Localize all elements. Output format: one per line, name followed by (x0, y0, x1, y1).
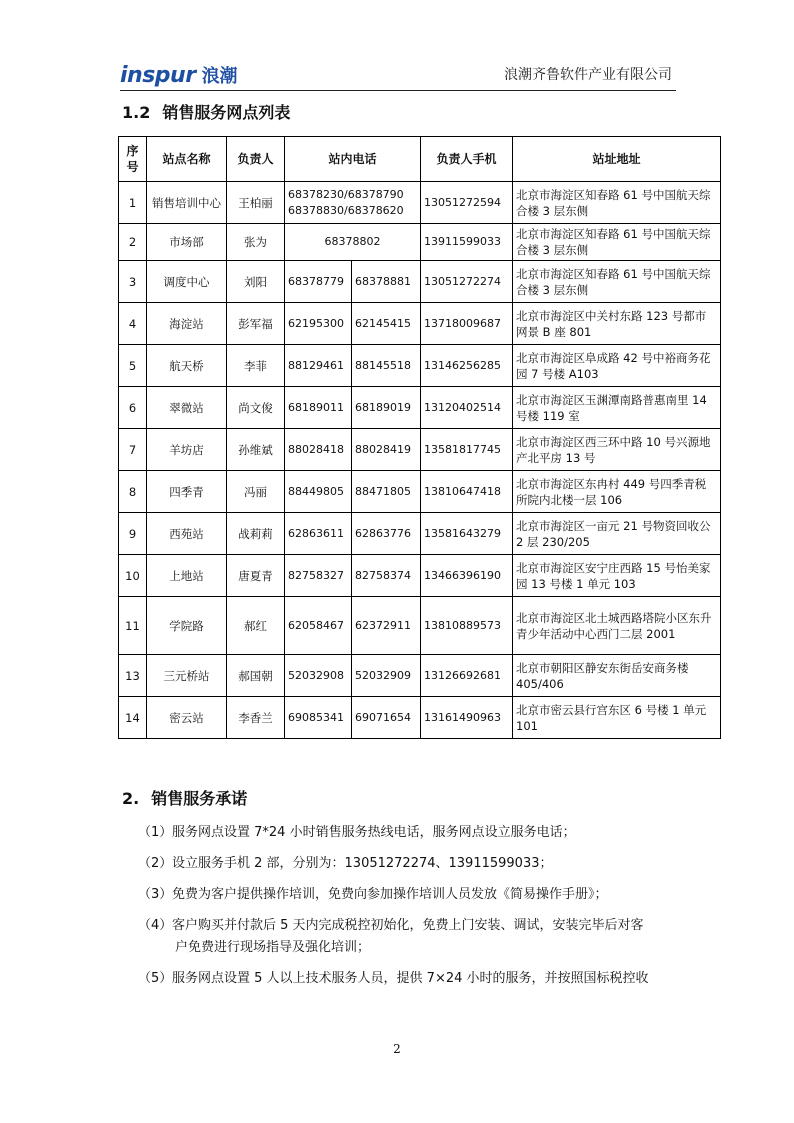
cell-phone-1: 52032908 (285, 655, 352, 697)
cell-name: 四季青 (147, 471, 227, 513)
cell-no: 1 (119, 182, 147, 224)
cell-name: 上地站 (147, 555, 227, 597)
cell-name: 市场部 (147, 224, 227, 261)
section-title: 销售服务网点列表 (162, 103, 291, 122)
cell-phone-2: 68189019 (352, 387, 421, 429)
cell-no: 9 (119, 513, 147, 555)
cell-phone-1: 88028418 (285, 429, 352, 471)
cell-name: 学院路 (147, 597, 227, 655)
cell-no: 2 (119, 224, 147, 261)
promise-text-continued: 户免费进行现场指导及强化培训； (175, 940, 371, 955)
cell-phone-2: 62372911 (352, 597, 421, 655)
cell-phone-line: 68378230/68378790 (288, 187, 404, 201)
cell-mobile: 13581817745 (421, 429, 513, 471)
promise-text: 免费为客户提供操作培训，免费向参加操作培训人员发放《简易操作手册》； (172, 887, 608, 902)
inspur-logo (120, 60, 238, 90)
cell-phone-1: 69085341 (285, 697, 352, 739)
promise-item (138, 968, 698, 990)
cell-address: 北京市海淀区北土城西路塔院小区东升青少年活动中心西门二层 2001 (513, 597, 721, 655)
cell-no: 4 (119, 303, 147, 345)
logo-text-cn: 浪潮 (201, 66, 238, 87)
cell-mobile: 13718009687 (421, 303, 513, 345)
cell-person: 郝国朝 (227, 655, 285, 697)
cell-person: 冯丽 (227, 471, 285, 513)
cell-phone-1: 68189011 (285, 387, 352, 429)
cell-name: 翠微站 (147, 387, 227, 429)
section-title: 销售服务承诺 (151, 789, 248, 808)
cell-no: 14 (119, 697, 147, 739)
cell-no: 10 (119, 555, 147, 597)
cell-no: 8 (119, 471, 147, 513)
cell-mobile: 13051272594 (421, 182, 513, 224)
header-person: 负责人 (227, 137, 285, 182)
cell-person: 郝红 (227, 597, 285, 655)
section-heading-service-points (122, 100, 290, 123)
table-row (119, 387, 721, 429)
promise-item (138, 853, 698, 875)
cell-name: 航天桥 (147, 345, 227, 387)
promise-text: 服务网点设置 7*24 小时销售服务热线电话，服务网点设立服务电话； (172, 825, 576, 840)
table-row (119, 513, 721, 555)
cell-person: 孙维斌 (227, 429, 285, 471)
cell-phone-1: 62195300 (285, 303, 352, 345)
table-row (119, 429, 721, 471)
table-row (119, 555, 721, 597)
promise-item (138, 884, 698, 906)
header-name: 站点名称 (147, 137, 227, 182)
table-row (119, 303, 721, 345)
cell-address: 北京市海淀区安宁庄西路 15 号怡美家园 13 号楼 1 单元 103 (513, 555, 721, 597)
cell-mobile: 13146256285 (421, 345, 513, 387)
promise-number: （5） (138, 971, 173, 986)
cell-person: 彭军福 (227, 303, 285, 345)
section-number: 1.2 (122, 103, 151, 122)
cell-no: 13 (119, 655, 147, 697)
page-header (120, 58, 676, 91)
cell-phone-1: 62058467 (285, 597, 352, 655)
promise-number: （4） (138, 918, 173, 933)
promise-item (138, 822, 698, 844)
cell-phone-2: 68378881 (352, 261, 421, 303)
cell-name: 调度中心 (147, 261, 227, 303)
cell-person: 张为 (227, 224, 285, 261)
cell-mobile: 13581643279 (421, 513, 513, 555)
cell-address: 北京市海淀区西三环中路 10 号兴源地产北平房 13 号 (513, 429, 721, 471)
cell-phone-2: 82758374 (352, 555, 421, 597)
cell-name: 海淀站 (147, 303, 227, 345)
cell-phone-2: 62145415 (352, 303, 421, 345)
cell-address: 北京市海淀区知春路 61 号中国航天综合楼 3 层东侧 (513, 261, 721, 303)
cell-phone-2: 88145518 (352, 345, 421, 387)
cell-no: 6 (119, 387, 147, 429)
cell-address: 北京市朝阳区静安东街岳安商务楼 405/406 (513, 655, 721, 697)
promise-number: （2） (138, 856, 173, 871)
cell-phone-1: 88449805 (285, 471, 352, 513)
logo-text-en: inspur (120, 62, 196, 88)
promise-text: 设立服务手机 2 部，分别为：13051272274、13911599033； (172, 856, 553, 871)
cell-phone-2: 52032909 (352, 655, 421, 697)
cell-mobile: 13161490963 (421, 697, 513, 739)
cell-person: 李香兰 (227, 697, 285, 739)
cell-mobile: 13911599033 (421, 224, 513, 261)
promise-text: 客户购买并付款后 5 天内完成税控初始化，免费上门安装、调试，安装完毕后对客 (172, 918, 644, 933)
cell-person: 刘阳 (227, 261, 285, 303)
cell-name: 西苑站 (147, 513, 227, 555)
cell-name: 羊坊店 (147, 429, 227, 471)
company-name: 浪潮齐鲁软件产业有限公司 (504, 67, 672, 83)
section-number: 2. (122, 789, 140, 808)
cell-person: 王柏丽 (227, 182, 285, 224)
cell-address: 北京市海淀区一亩元 21 号物资回收公 2 层 230/205 (513, 513, 721, 555)
cell-name: 销售培训中心 (147, 182, 227, 224)
cell-phone-1: 62863611 (285, 513, 352, 555)
table-row (119, 224, 721, 261)
cell-phone (285, 182, 421, 224)
cell-mobile: 13810889573 (421, 597, 513, 655)
cell-mobile: 13126692681 (421, 655, 513, 697)
cell-name: 密云站 (147, 697, 227, 739)
cell-no: 7 (119, 429, 147, 471)
table-row (119, 261, 721, 303)
table-row (119, 182, 721, 224)
cell-phone-1: 68378779 (285, 261, 352, 303)
promise-number: （1） (138, 825, 173, 840)
cell-mobile: 13120402514 (421, 387, 513, 429)
promise-number: （3） (138, 887, 173, 902)
table-row (119, 471, 721, 513)
cell-person: 尚文俊 (227, 387, 285, 429)
cell-mobile: 13466396190 (421, 555, 513, 597)
cell-no: 5 (119, 345, 147, 387)
cell-phone-2: 88471805 (352, 471, 421, 513)
cell-no: 11 (119, 597, 147, 655)
cell-phone-2: 88028419 (352, 429, 421, 471)
cell-mobile: 13051272274 (421, 261, 513, 303)
cell-mobile: 13810647418 (421, 471, 513, 513)
cell-phone-2: 62863776 (352, 513, 421, 555)
cell-person: 战莉莉 (227, 513, 285, 555)
cell-phone-line: 68378830/68378620 (288, 203, 404, 217)
cell-address: 北京市海淀区知春路 61 号中国航天综合楼 3 层东侧 (513, 182, 721, 224)
table-body (119, 182, 721, 739)
promise-text: 服务网点设置 5 人以上技术服务人员，提供 7×24 小时的服务，并按照国标税控收 (172, 971, 649, 986)
service-points-table (118, 136, 721, 739)
page-number: 2 (393, 1042, 401, 1056)
cell-person: 李菲 (227, 345, 285, 387)
cell-address: 北京市密云县行宫东区 6 号楼 1 单元 101 (513, 697, 721, 739)
cell-phone-1: 88129461 (285, 345, 352, 387)
cell-address: 北京市海淀区东冉村 449 号四季青税所院内北楼一层 106 (513, 471, 721, 513)
cell-address: 北京市海淀区中关村东路 123 号都市网景 B 座 801 (513, 303, 721, 345)
table-row (119, 345, 721, 387)
cell-address: 北京市海淀区玉渊潭南路普惠南里 14 号楼 119 室 (513, 387, 721, 429)
cell-phone-1: 82758327 (285, 555, 352, 597)
table-row (119, 697, 721, 739)
cell-person: 唐夏青 (227, 555, 285, 597)
header-address: 站址地址 (513, 137, 721, 182)
table-header-row (119, 137, 721, 182)
table-row (119, 655, 721, 697)
cell-phone: 68378802 (285, 224, 421, 261)
cell-no: 3 (119, 261, 147, 303)
cell-phone-2: 69071654 (352, 697, 421, 739)
cell-address: 北京市海淀区阜成路 42 号中裕商务花园 7 号楼 A103 (513, 345, 721, 387)
cell-address: 北京市海淀区知春路 61 号中国航天综合楼 3 层东侧 (513, 224, 721, 261)
header-no: 序号 (119, 137, 147, 182)
promise-list (138, 822, 698, 999)
header-mobile: 负责人手机 (421, 137, 513, 182)
header-phone: 站内电话 (285, 137, 421, 182)
promise-item (138, 915, 698, 959)
cell-name: 三元桥站 (147, 655, 227, 697)
section-heading-service-promise (122, 786, 247, 809)
table-row (119, 597, 721, 655)
